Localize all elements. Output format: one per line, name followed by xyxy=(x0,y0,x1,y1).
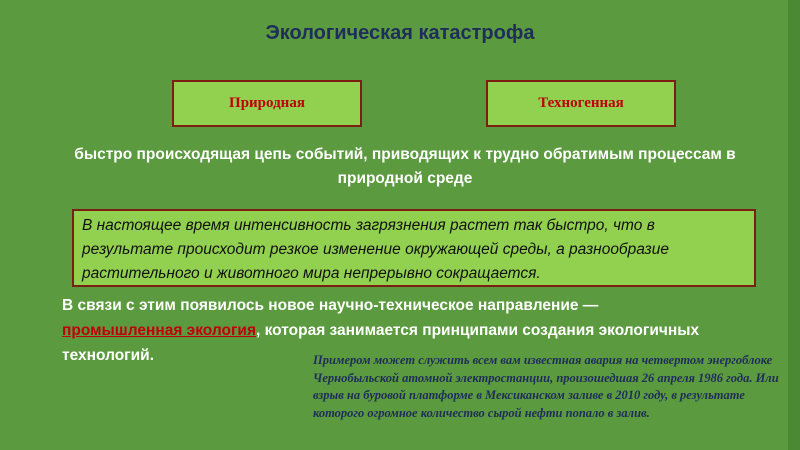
industrial-ecology-term: промышленная экология xyxy=(62,322,257,339)
info-box xyxy=(72,209,756,287)
paragraph-text-after: , которая занимается принципами создания экологичных технологий. xyxy=(62,322,700,364)
right-edge-stripe xyxy=(788,0,800,450)
paragraph-text-before: В связи с этим появилось новое научно-техническое направление — xyxy=(62,297,599,314)
info-box-text: В настоящее время интенсивность загрязнения растет так быстро, что в результате происходит резкое изменение окружающей среды, а разнообразие растительного и животного мира непрерывно сокращается. xyxy=(82,217,670,282)
category-technogenic-label: Техногенная xyxy=(538,95,624,111)
example-text: Примером может служить всем вам известная авария на четвертом энергоблоке Чернобыльской атомной электростанции, произошедшая 26 апреля 1986 года. Или взрыв на буровой платформе в Мексиканском заливе в 2010 году, в результате которого огромное количество сырой нефти попало в залив. xyxy=(313,353,779,420)
category-technogenic-box xyxy=(486,80,676,127)
category-natural-label: Природная xyxy=(229,95,305,111)
definition-text: быстро происходящая цепь событий, приводящих к трудно обратимым процессам в природной среде xyxy=(74,146,736,187)
category-natural-box xyxy=(172,80,362,127)
slide-title: Экологическая катастрофа xyxy=(265,22,535,44)
